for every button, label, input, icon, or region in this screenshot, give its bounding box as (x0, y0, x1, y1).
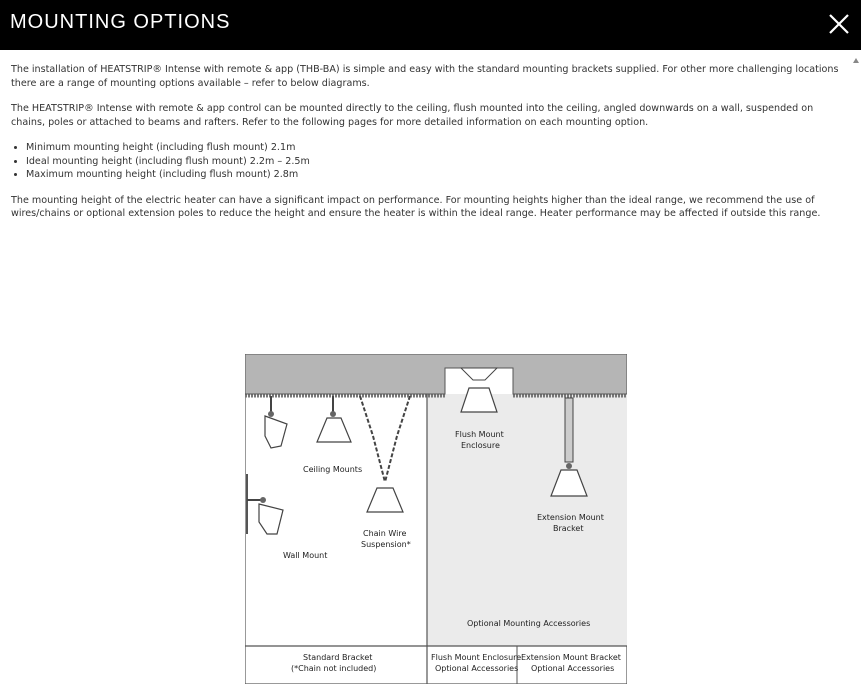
extension-footer-label-2: Optional Accessories (531, 664, 615, 673)
flush-footer-label-1: Flush Mount Enclosure (431, 653, 522, 662)
flush-footer-label-2: Optional Accessories (435, 664, 519, 673)
ceiling-mounts-label: Ceiling Mounts (303, 465, 363, 474)
chain-label-2: Suspension* (361, 540, 411, 549)
modal-header (0, 0, 861, 50)
mounting-paragraph: The HEATSTRIP® Intense with remote & app control can be mounted directly to the ceiling, flush mounted into the ceiling, angled downwards on a wall, suspended on chains, poles or attached to beams and rafters. Refer to the following pages for more detailed information on each mounting option. (11, 103, 814, 128)
extension-footer-label-1: Extension Mount Bracket (521, 653, 621, 662)
extension-label-2: Bracket (553, 524, 584, 533)
scrollbar[interactable] (851, 52, 861, 700)
chain-note-label: (*Chain not included) (291, 664, 377, 673)
list-item: • Maximum mounting height (including flush mount) 2.8m (26, 168, 841, 182)
optional-accessories-label: Optional Mounting Accessories (467, 619, 591, 628)
height-list (11, 141, 841, 182)
scroll-up-arrow-icon[interactable] (853, 58, 859, 63)
list-item: • Minimum mounting height (including flush mount) 2.1m (26, 141, 841, 155)
standard-bracket-label: Standard Bracket (303, 653, 373, 662)
performance-paragraph: The mounting height of the electric heater can have a significant impact on performance. For mounting heights higher than the ideal range, we recommend the use of wires/chains or optional extension poles to reduce the height and ensure the heater is within the ideal range. Heater performance may be affected if outside this range. (11, 194, 821, 219)
chain-label-1: Chain Wire (363, 529, 407, 538)
wall-mount-label: Wall Mount (283, 551, 328, 560)
modal-title: MOUNTING OPTIONS (10, 11, 231, 33)
flush-label-2: Enclosure (461, 441, 500, 450)
extension-label-1: Extension Mount (537, 513, 604, 522)
list-item: • Ideal mounting height (including flush mount) 2.2m – 2.5m (26, 155, 841, 169)
intro-paragraph: The installation of HEATSTRIP® Intense with remote & app (THB-BA) is simple and easy with the standard mounting brackets supplied. For other more challenging locations there are a range of mounting options available – refer to below diagrams. (11, 64, 839, 89)
mounting-diagram (245, 354, 627, 684)
ceiling-slab (245, 354, 627, 394)
flush-label-1: Flush Mount (455, 430, 504, 439)
close-icon[interactable] (825, 10, 853, 38)
modal-content (11, 63, 841, 233)
